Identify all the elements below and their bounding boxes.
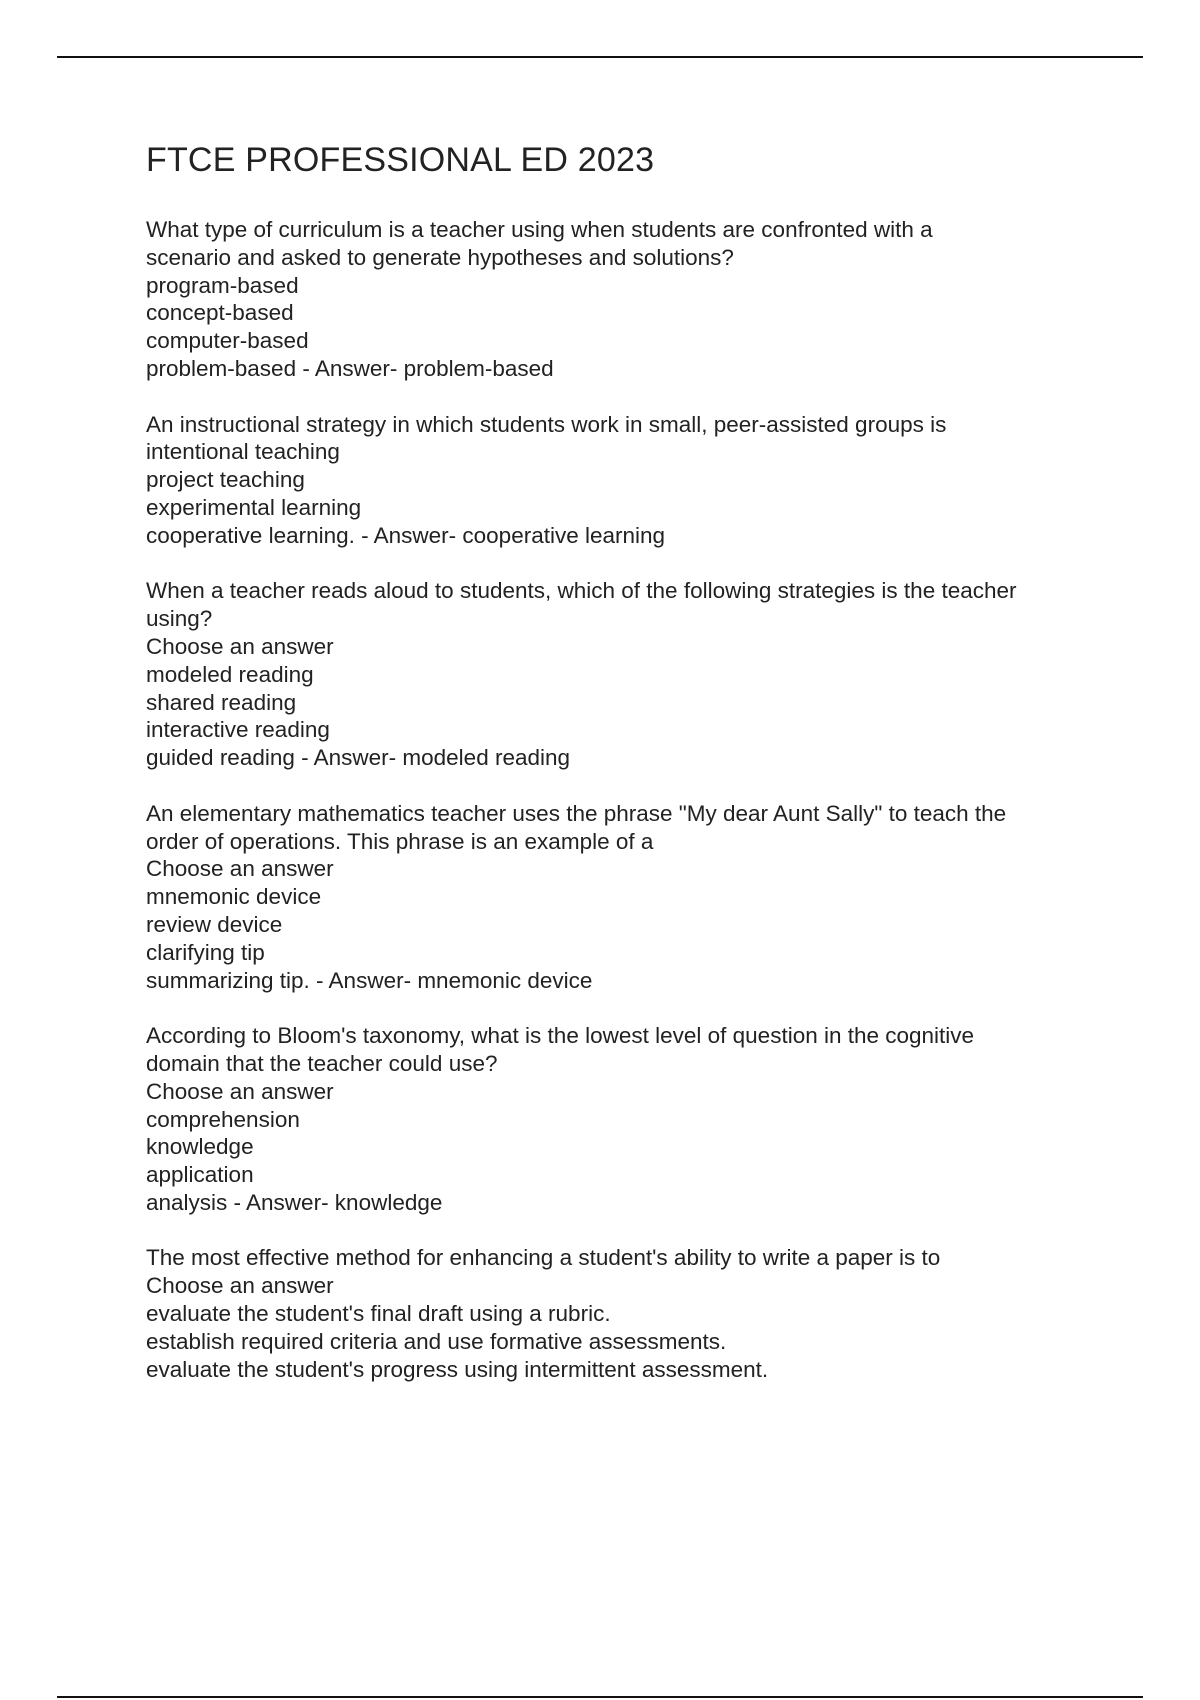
answer-option: shared reading xyxy=(146,689,297,715)
choose-answer-prompt: Choose an answer xyxy=(146,1273,334,1299)
answer-option: comprehension xyxy=(146,1106,300,1132)
question-text: According to Bloom's taxonomy, what is the lowest level of question in the cognitive xyxy=(146,1023,975,1049)
question-text: What type of curriculum is a teacher using when students are confronted with a xyxy=(146,217,933,242)
question-text: An elementary mathematics teacher uses the phrase "My dear Aunt Sally" to teach the xyxy=(146,800,1007,826)
choose-answer-prompt: Choose an answer xyxy=(146,856,334,882)
question-text: scenario and asked to generate hypotheses and solutions? xyxy=(146,244,734,270)
question-block-1 xyxy=(146,216,1106,383)
bottom-rule xyxy=(57,1696,1143,1698)
answer-option: concept-based xyxy=(146,300,294,326)
answer-option: knowledge xyxy=(146,1134,254,1160)
document-title: FTCE PROFESSIONAL ED 2023 xyxy=(146,141,655,179)
question-text: When a teacher reads aloud to students, which of the following strategies is the teacher xyxy=(146,578,1017,604)
answer-option: evaluate the student's final draft using a rubric. xyxy=(146,1301,611,1327)
answer-option: application xyxy=(146,1162,254,1188)
choose-answer-prompt: Choose an answer xyxy=(146,1078,334,1104)
answer-option-with-answer: guided reading - Answer- modeled reading xyxy=(146,745,571,771)
answer-option: evaluate the student's progress using intermittent assessment. xyxy=(146,1356,769,1382)
question-block-3 xyxy=(146,577,1106,772)
answer-option: modeled reading xyxy=(146,661,314,687)
top-rule xyxy=(57,56,1143,58)
answer-option: intentional teaching xyxy=(146,439,340,465)
answer-option: mnemonic device xyxy=(146,884,322,910)
question-text: domain that the teacher could use? xyxy=(146,1050,498,1076)
answer-option-with-answer: problem-based - Answer- problem-based xyxy=(146,355,554,381)
answer-option: review device xyxy=(146,911,283,937)
answer-option-with-answer: cooperative learning. - Answer- cooperative learning xyxy=(146,522,666,548)
answer-option: interactive reading xyxy=(146,717,330,743)
question-block-6 xyxy=(146,1244,1106,1383)
question-text: using? xyxy=(146,606,213,632)
question-text: The most effective method for enhancing a student's ability to write a paper is to xyxy=(146,1245,941,1271)
answer-option: project teaching xyxy=(146,467,305,493)
document-body xyxy=(146,140,1106,1411)
question-text: order of operations. This phrase is an example of a xyxy=(146,828,654,854)
answer-option-with-answer: analysis - Answer- knowledge xyxy=(146,1189,443,1215)
question-block-2 xyxy=(146,411,1106,550)
choose-answer-prompt: Choose an answer xyxy=(146,633,334,659)
question-block-5 xyxy=(146,1022,1106,1217)
question-text: An instructional strategy in which students work in small, peer-assisted groups is xyxy=(146,411,947,437)
question-block-4 xyxy=(146,800,1106,995)
answer-option: experimental learning xyxy=(146,494,362,520)
answer-option: establish required criteria and use formative assessments. xyxy=(146,1328,727,1354)
answer-option: clarifying tip xyxy=(146,939,265,965)
answer-option-with-answer: summarizing tip. - Answer- mnemonic device xyxy=(146,967,593,993)
answer-option: program-based xyxy=(146,272,299,298)
answer-option: computer-based xyxy=(146,328,309,354)
